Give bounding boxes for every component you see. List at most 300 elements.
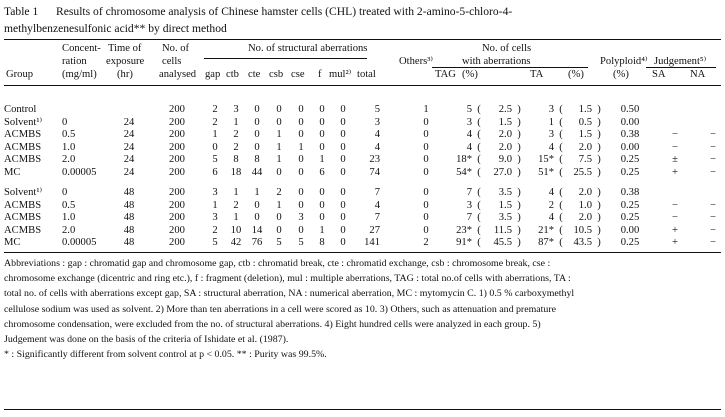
conc-cell: 0.5	[62, 199, 76, 211]
ta-cell: 1	[548, 116, 554, 128]
cells-cell: 200	[169, 237, 185, 249]
sa-cell: ±	[672, 154, 678, 166]
polyploid-cell: 0.38	[620, 129, 640, 141]
tag-pct-cell: 3.5	[498, 187, 512, 198]
group-cell: Solvent¹⁾	[4, 187, 43, 198]
total-cell: 27	[369, 224, 380, 236]
others-cell: 0	[423, 224, 429, 236]
conc-cell: 1.0	[62, 212, 76, 224]
csb-cell: 0	[276, 212, 282, 224]
total-cell: 23	[369, 154, 380, 166]
paren-open: (	[477, 104, 481, 115]
polyploid-cell: 0.50	[620, 104, 640, 115]
table-row	[4, 104, 725, 117]
time-cell: 24	[123, 141, 135, 153]
ctb-cell: 18	[230, 166, 242, 178]
cte-cell: 1	[254, 187, 260, 198]
mul-cell: 0	[340, 104, 346, 115]
paren-open: (	[559, 199, 563, 211]
tag-pct-cell: 1.5	[498, 199, 512, 211]
group-cell: MC	[4, 166, 21, 178]
f-cell: 0	[319, 212, 325, 224]
table-row	[4, 237, 725, 250]
header-na: NA	[690, 69, 706, 80]
paren-open: (	[477, 129, 481, 141]
others-cell: 1	[423, 104, 429, 115]
group-cell: MC	[4, 237, 21, 249]
cells-cell: 200	[169, 129, 185, 141]
footnote-line: Judgement was done on the basis of the criteria of Ishidate et al. (1987).	[4, 334, 289, 346]
ta-pct-cell: 0.5	[578, 116, 592, 128]
paren-close: )	[517, 212, 521, 224]
paren-close: )	[517, 166, 521, 178]
caption-line-1: Results of chromosome analysis of Chinese hamster cells (CHL) treated with 2-amino-5-chloro-4-	[56, 5, 513, 18]
csb-cell: 0	[276, 116, 282, 128]
tag-pct-cell: 11.5	[493, 224, 512, 236]
cells-cell: 200	[169, 224, 185, 236]
footnote-line: * : Significantly different from solvent control at p < 0.05. ** : Purity was 99.5%.	[4, 349, 327, 361]
header-judgement: Judgement⁵⁾	[654, 56, 707, 67]
others-cell: 0	[423, 116, 429, 128]
paren-close: )	[597, 129, 601, 141]
paren-close: )	[597, 199, 601, 211]
f-cell: 6	[319, 166, 325, 178]
cells-cell: 200	[169, 141, 185, 153]
header-gap: gap	[205, 69, 221, 80]
table-24h	[4, 104, 725, 180]
gap-cell: 5	[212, 154, 218, 166]
paren-close: )	[517, 104, 521, 115]
na-cell: −	[710, 224, 716, 236]
polyploid-cell: 0.25	[620, 212, 640, 224]
paren-open: (	[477, 116, 481, 128]
total-cell: 4	[374, 129, 380, 141]
f-cell: 0	[319, 116, 325, 128]
others-cell: 0	[423, 141, 429, 153]
polyploid-cell: 0.25	[620, 199, 640, 211]
paren-close: )	[517, 237, 521, 249]
tag-cell: 23*	[456, 224, 472, 236]
ta-cell: 4	[548, 212, 554, 224]
f-cell: 0	[319, 199, 325, 211]
paren-close: )	[597, 224, 601, 236]
table-row	[4, 187, 725, 200]
group-cell: Control	[4, 104, 37, 115]
others-cell: 2	[423, 237, 429, 249]
table-48h	[4, 187, 725, 250]
sa-cell	[654, 104, 696, 117]
gap-cell: 0	[212, 141, 218, 153]
judgement-subrule	[646, 67, 716, 68]
time-cell: 48	[123, 199, 135, 211]
cse-cell: 0	[298, 187, 304, 198]
header-ta: TA	[530, 69, 544, 80]
table-row	[4, 225, 725, 238]
tag-cell: 3	[466, 116, 472, 128]
sa-cell: −	[672, 129, 678, 141]
group-cell: ACMBS	[4, 129, 42, 141]
ta-cell: 87*	[538, 237, 554, 249]
footnote-line: cellulose sodium was used as solvent. 2) More than ten aberrations in a cell were scored as 10. 3) Others, such as attenuation and premature	[4, 303, 557, 315]
paren-close: )	[597, 187, 601, 198]
ta-pct-cell: 25.5	[573, 166, 592, 178]
cells-cell: 200	[169, 154, 185, 166]
others-cell: 0	[423, 154, 429, 166]
top-rule	[4, 39, 721, 40]
total-cell: 74	[369, 166, 380, 178]
header-f: f	[318, 69, 322, 80]
table-row	[4, 167, 725, 180]
na-cell: −	[710, 166, 716, 178]
header-sa: SA	[652, 69, 666, 80]
gap-cell: 1	[212, 199, 218, 211]
header-tag: TAG	[435, 69, 456, 80]
tag-cell: 4	[466, 129, 472, 141]
ctb-cell: 42	[230, 237, 242, 249]
paren-close: )	[517, 141, 521, 153]
conc-cell: 2.0	[62, 154, 76, 166]
ctb-cell: 1	[233, 116, 239, 128]
paren-open: (	[559, 237, 563, 249]
gap-cell: 3	[212, 212, 218, 224]
polyploid-cell: 0.00	[620, 141, 640, 153]
cells-cell: 200	[169, 187, 185, 198]
cells-cell: 200	[169, 212, 185, 224]
header-ctb: ctb	[226, 69, 239, 80]
csb-cell: 1	[276, 129, 282, 141]
conc-cell: 0.5	[62, 129, 76, 141]
cse-cell: 0	[298, 104, 304, 115]
tag-pct-cell: 1.5	[498, 116, 512, 128]
paren-close: )	[597, 104, 601, 115]
ctb-cell: 10	[230, 224, 242, 236]
csb-cell: 1	[276, 154, 282, 166]
conc-cell: 0	[62, 116, 68, 128]
conc-cell	[62, 104, 108, 117]
paren-open: (	[559, 129, 563, 141]
gap-cell: 2	[212, 104, 218, 115]
conc-cell: 0	[62, 187, 68, 198]
na-cell: −	[710, 237, 716, 249]
time-cell: 48	[123, 224, 135, 236]
ta-pct-cell: 2.0	[578, 187, 592, 198]
header-time-2: exposure	[106, 56, 145, 67]
ctb-cell: 2	[233, 129, 239, 141]
header-time-3: (hr)	[117, 69, 133, 80]
table-row	[4, 154, 725, 167]
csb-cell: 5	[276, 237, 282, 249]
conc-cell: 0.00005	[62, 237, 97, 249]
ta-cell: 15*	[538, 154, 554, 166]
header-rule	[4, 85, 721, 86]
ctb-cell: 3	[233, 104, 239, 115]
time-cell: 48	[123, 212, 135, 224]
cells-cell: 200	[169, 116, 185, 128]
others-cell: 0	[423, 129, 429, 141]
cte-cell: 8	[254, 154, 260, 166]
footnote-line: chromosome condensation, were excluded from the no. of structural aberrations. 4) Eight hundred cells were analyzed in each group. 5)	[4, 318, 541, 330]
total-cell: 7	[374, 187, 380, 198]
paren-close: )	[597, 166, 601, 178]
f-cell: 1	[319, 154, 325, 166]
paren-open: (	[477, 224, 481, 236]
header-withab-1: No. of cells	[482, 43, 532, 54]
paren-close: )	[597, 212, 601, 224]
total-cell: 4	[374, 199, 380, 211]
total-cell: 3	[374, 116, 380, 128]
mul-cell: 0	[340, 212, 346, 224]
mul-cell: 0	[340, 166, 346, 178]
time-cell: 48	[123, 237, 135, 249]
caption-line-2: methylbenzenesulfonic acid** by direct method	[4, 22, 227, 35]
polyploid-cell: 0.00	[620, 224, 640, 236]
sa-cell: +	[672, 166, 678, 178]
header-conc-3: (mg/ml)	[62, 69, 97, 80]
cte-cell: 0	[254, 129, 260, 141]
total-cell: 5	[374, 104, 380, 115]
total-cell: 4	[374, 141, 380, 153]
cse-cell: 1	[298, 141, 304, 153]
polyploid-cell: 0.00	[620, 116, 640, 128]
ta-pct-cell: 43.5	[573, 237, 592, 249]
tag-cell: 7	[466, 212, 472, 224]
paren-open: (	[559, 154, 563, 166]
cse-cell: 0	[298, 116, 304, 128]
ctb-cell: 2	[233, 141, 239, 153]
group-cell: Solvent¹⁾	[4, 116, 43, 128]
others-cell: 0	[423, 166, 429, 178]
na-cell: −	[710, 129, 716, 141]
ta-pct-cell: 1.0	[578, 199, 592, 211]
mul-cell: 0	[340, 224, 346, 236]
ta-cell: 21*	[538, 224, 554, 236]
time-cell: 24	[123, 166, 135, 178]
paren-close: )	[597, 141, 601, 153]
sa-cell: +	[672, 237, 678, 249]
paren-open: (	[477, 199, 481, 211]
tag-pct-cell: 2.0	[498, 141, 512, 153]
others-cell: 0	[423, 212, 429, 224]
ctb-cell: 1	[233, 187, 239, 198]
ta-pct-cell: 2.0	[578, 141, 592, 153]
body-bottom-rule	[4, 252, 721, 253]
mul-cell: 0	[340, 187, 346, 198]
cse-cell: 5	[298, 237, 304, 249]
sa-cell	[654, 187, 696, 200]
cse-cell: 0	[298, 199, 304, 211]
header-withab-2: with aberrations	[462, 56, 531, 67]
ta-cell: 51*	[538, 166, 554, 178]
group-cell: ACMBS	[4, 212, 42, 224]
ta-pct-cell: 1.5	[578, 104, 592, 115]
conc-cell: 1.0	[62, 141, 76, 153]
conc-cell: 0.00005	[62, 166, 97, 178]
polyploid-cell: 0.25	[620, 154, 640, 166]
csb-cell: 0	[276, 166, 282, 178]
group-cell: ACMBS	[4, 199, 42, 211]
cells-cell: 200	[169, 104, 185, 115]
header-polyploid: Polyploid⁴⁾	[600, 56, 648, 67]
footnote-line: chromosome exchange (dicentric and ring etc.), f : fragment (deletion), mul : multiple aberrations, TAG : total no.of cells with aberrations, TA :	[4, 273, 571, 285]
mul-cell: 0	[340, 141, 346, 153]
paren-open: (	[559, 212, 563, 224]
ta-cell: 3	[548, 129, 554, 141]
table-row	[4, 200, 725, 213]
f-cell: 8	[319, 237, 325, 249]
ta-cell: 4	[548, 187, 554, 198]
paren-close: )	[517, 199, 521, 211]
time-cell: 24	[123, 154, 135, 166]
paren-close: )	[597, 116, 601, 128]
table-caption	[4, 3, 720, 37]
footnotes	[4, 256, 720, 362]
na-cell	[696, 104, 725, 117]
header-conc-1: Concent-	[62, 43, 101, 54]
bottom-rule	[4, 409, 721, 410]
f-cell: 0	[319, 141, 325, 153]
header-cells-2: cells	[162, 56, 182, 67]
ta-cell: 3	[548, 104, 554, 115]
group-cell: ACMBS	[4, 224, 42, 236]
mul-cell: 0	[340, 237, 346, 249]
gap-cell: 1	[212, 129, 218, 141]
footnote-line: Abbreviations : gap : chromatid gap and chromosome gap, ctb : chromatid break, cte : chromatid exchange, csb : chromosome break, cse :	[4, 258, 551, 269]
tag-pct-cell: 2.5	[498, 104, 512, 115]
header-group: Group	[6, 69, 34, 80]
total-cell: 7	[374, 212, 380, 224]
cte-cell: 44	[251, 166, 263, 178]
group-cell: ACMBS	[4, 141, 42, 153]
ctb-cell: 2	[233, 199, 239, 211]
f-cell: 0	[319, 129, 325, 141]
csb-cell: 1	[276, 141, 282, 153]
tag-cell: 4	[466, 141, 472, 153]
ta-cell: 2	[548, 199, 554, 211]
group-cell: ACMBS	[4, 154, 42, 166]
header-others: Others³⁾	[399, 56, 434, 67]
others-cell: 0	[423, 187, 429, 198]
mul-cell: 0	[340, 116, 346, 128]
cse-cell: 0	[298, 224, 304, 236]
cte-cell: 0	[254, 104, 260, 115]
header-tag-pct: (%)	[462, 69, 478, 80]
na-cell	[696, 187, 725, 200]
f-cell: 0	[319, 187, 325, 198]
tag-cell: 5	[466, 104, 472, 115]
na-cell: −	[710, 212, 716, 224]
na-cell: −	[710, 199, 716, 211]
tag-cell: 7	[466, 187, 472, 198]
cse-cell: 3	[298, 212, 304, 224]
polyploid-cell: 0.25	[620, 237, 640, 249]
paren-open: (	[477, 237, 481, 249]
paren-open: (	[477, 212, 481, 224]
tag-cell: 3	[466, 199, 472, 211]
table-row	[4, 142, 725, 155]
cte-cell: 0	[254, 199, 260, 211]
tag-cell: 18*	[456, 154, 472, 166]
cte-cell: 76	[251, 237, 263, 249]
gap-cell: 6	[212, 166, 218, 178]
sa-cell: −	[672, 212, 678, 224]
tag-cell: 54*	[456, 166, 472, 178]
cse-cell: 0	[298, 154, 304, 166]
csb-cell: 2	[276, 187, 282, 198]
paren-open: (	[559, 104, 563, 115]
ta-cell: 4	[548, 141, 554, 153]
ta-pct-cell: 7.5	[578, 154, 592, 166]
tag-pct-cell: 2.0	[498, 129, 512, 141]
ta-pct-cell: 2.0	[578, 212, 592, 224]
sa-cell: +	[672, 224, 678, 236]
paren-open: (	[477, 187, 481, 198]
ctb-cell: 1	[233, 212, 239, 224]
conc-cell: 2.0	[62, 224, 76, 236]
cte-cell: 0	[254, 212, 260, 224]
paren-close: )	[517, 154, 521, 166]
time-cell: 24	[123, 116, 135, 128]
table-row	[4, 129, 725, 142]
paren-open: (	[477, 154, 481, 166]
gap-cell: 3	[212, 187, 218, 198]
time-cell	[108, 104, 150, 117]
mul-cell: 0	[340, 129, 346, 141]
table-label: Table 1	[4, 5, 39, 18]
paren-close: )	[517, 224, 521, 236]
others-cell: 0	[423, 199, 429, 211]
polyploid-cell: 0.25	[620, 166, 640, 178]
cells-cell: 200	[169, 199, 185, 211]
na-cell: −	[710, 154, 716, 166]
na-cell: −	[710, 141, 716, 153]
cells-cell: 200	[169, 166, 185, 178]
header-csb: csb	[269, 69, 284, 80]
paren-close: )	[597, 154, 601, 166]
sa-cell: −	[672, 141, 678, 153]
table-row	[4, 212, 725, 225]
polyploid-cell: 0.38	[620, 187, 640, 198]
paren-close: )	[597, 237, 601, 249]
paren-open: (	[559, 141, 563, 153]
paren-close: )	[517, 187, 521, 198]
cte-cell: 14	[251, 224, 263, 236]
structural-subrule	[204, 58, 367, 59]
csb-cell: 0	[276, 104, 282, 115]
sa-cell: −	[672, 199, 678, 211]
gap-cell: 2	[212, 224, 218, 236]
header-structural: No. of structural aberrations	[248, 43, 368, 54]
footnote-line: total no. of cells with aberrations except gap, SA : structural aberration, NA : numerical aberration, MC : mytomycin C. 1) 0.5 % carboxymethyl	[4, 288, 575, 300]
tag-cell: 91*	[456, 237, 472, 249]
tag-pct-cell: 27.0	[493, 166, 512, 178]
header-time-1: Time of	[108, 43, 142, 54]
header-conc-2: ration	[62, 56, 87, 67]
total-cell: 141	[364, 237, 380, 249]
time-cell: 48	[123, 187, 135, 198]
header-cells-3: analysed	[159, 69, 197, 80]
f-cell: 1	[319, 224, 325, 236]
withab-subrule	[432, 67, 588, 68]
paren-close: )	[517, 116, 521, 128]
cse-cell: 0	[298, 129, 304, 141]
paren-open: (	[477, 141, 481, 153]
paren-open: (	[559, 116, 563, 128]
tag-pct-cell: 45.5	[493, 237, 512, 249]
cte-cell: 0	[254, 141, 260, 153]
header-ta-pct: (%)	[568, 69, 584, 80]
gap-cell: 5	[212, 237, 218, 249]
mul-cell: 0	[340, 154, 346, 166]
